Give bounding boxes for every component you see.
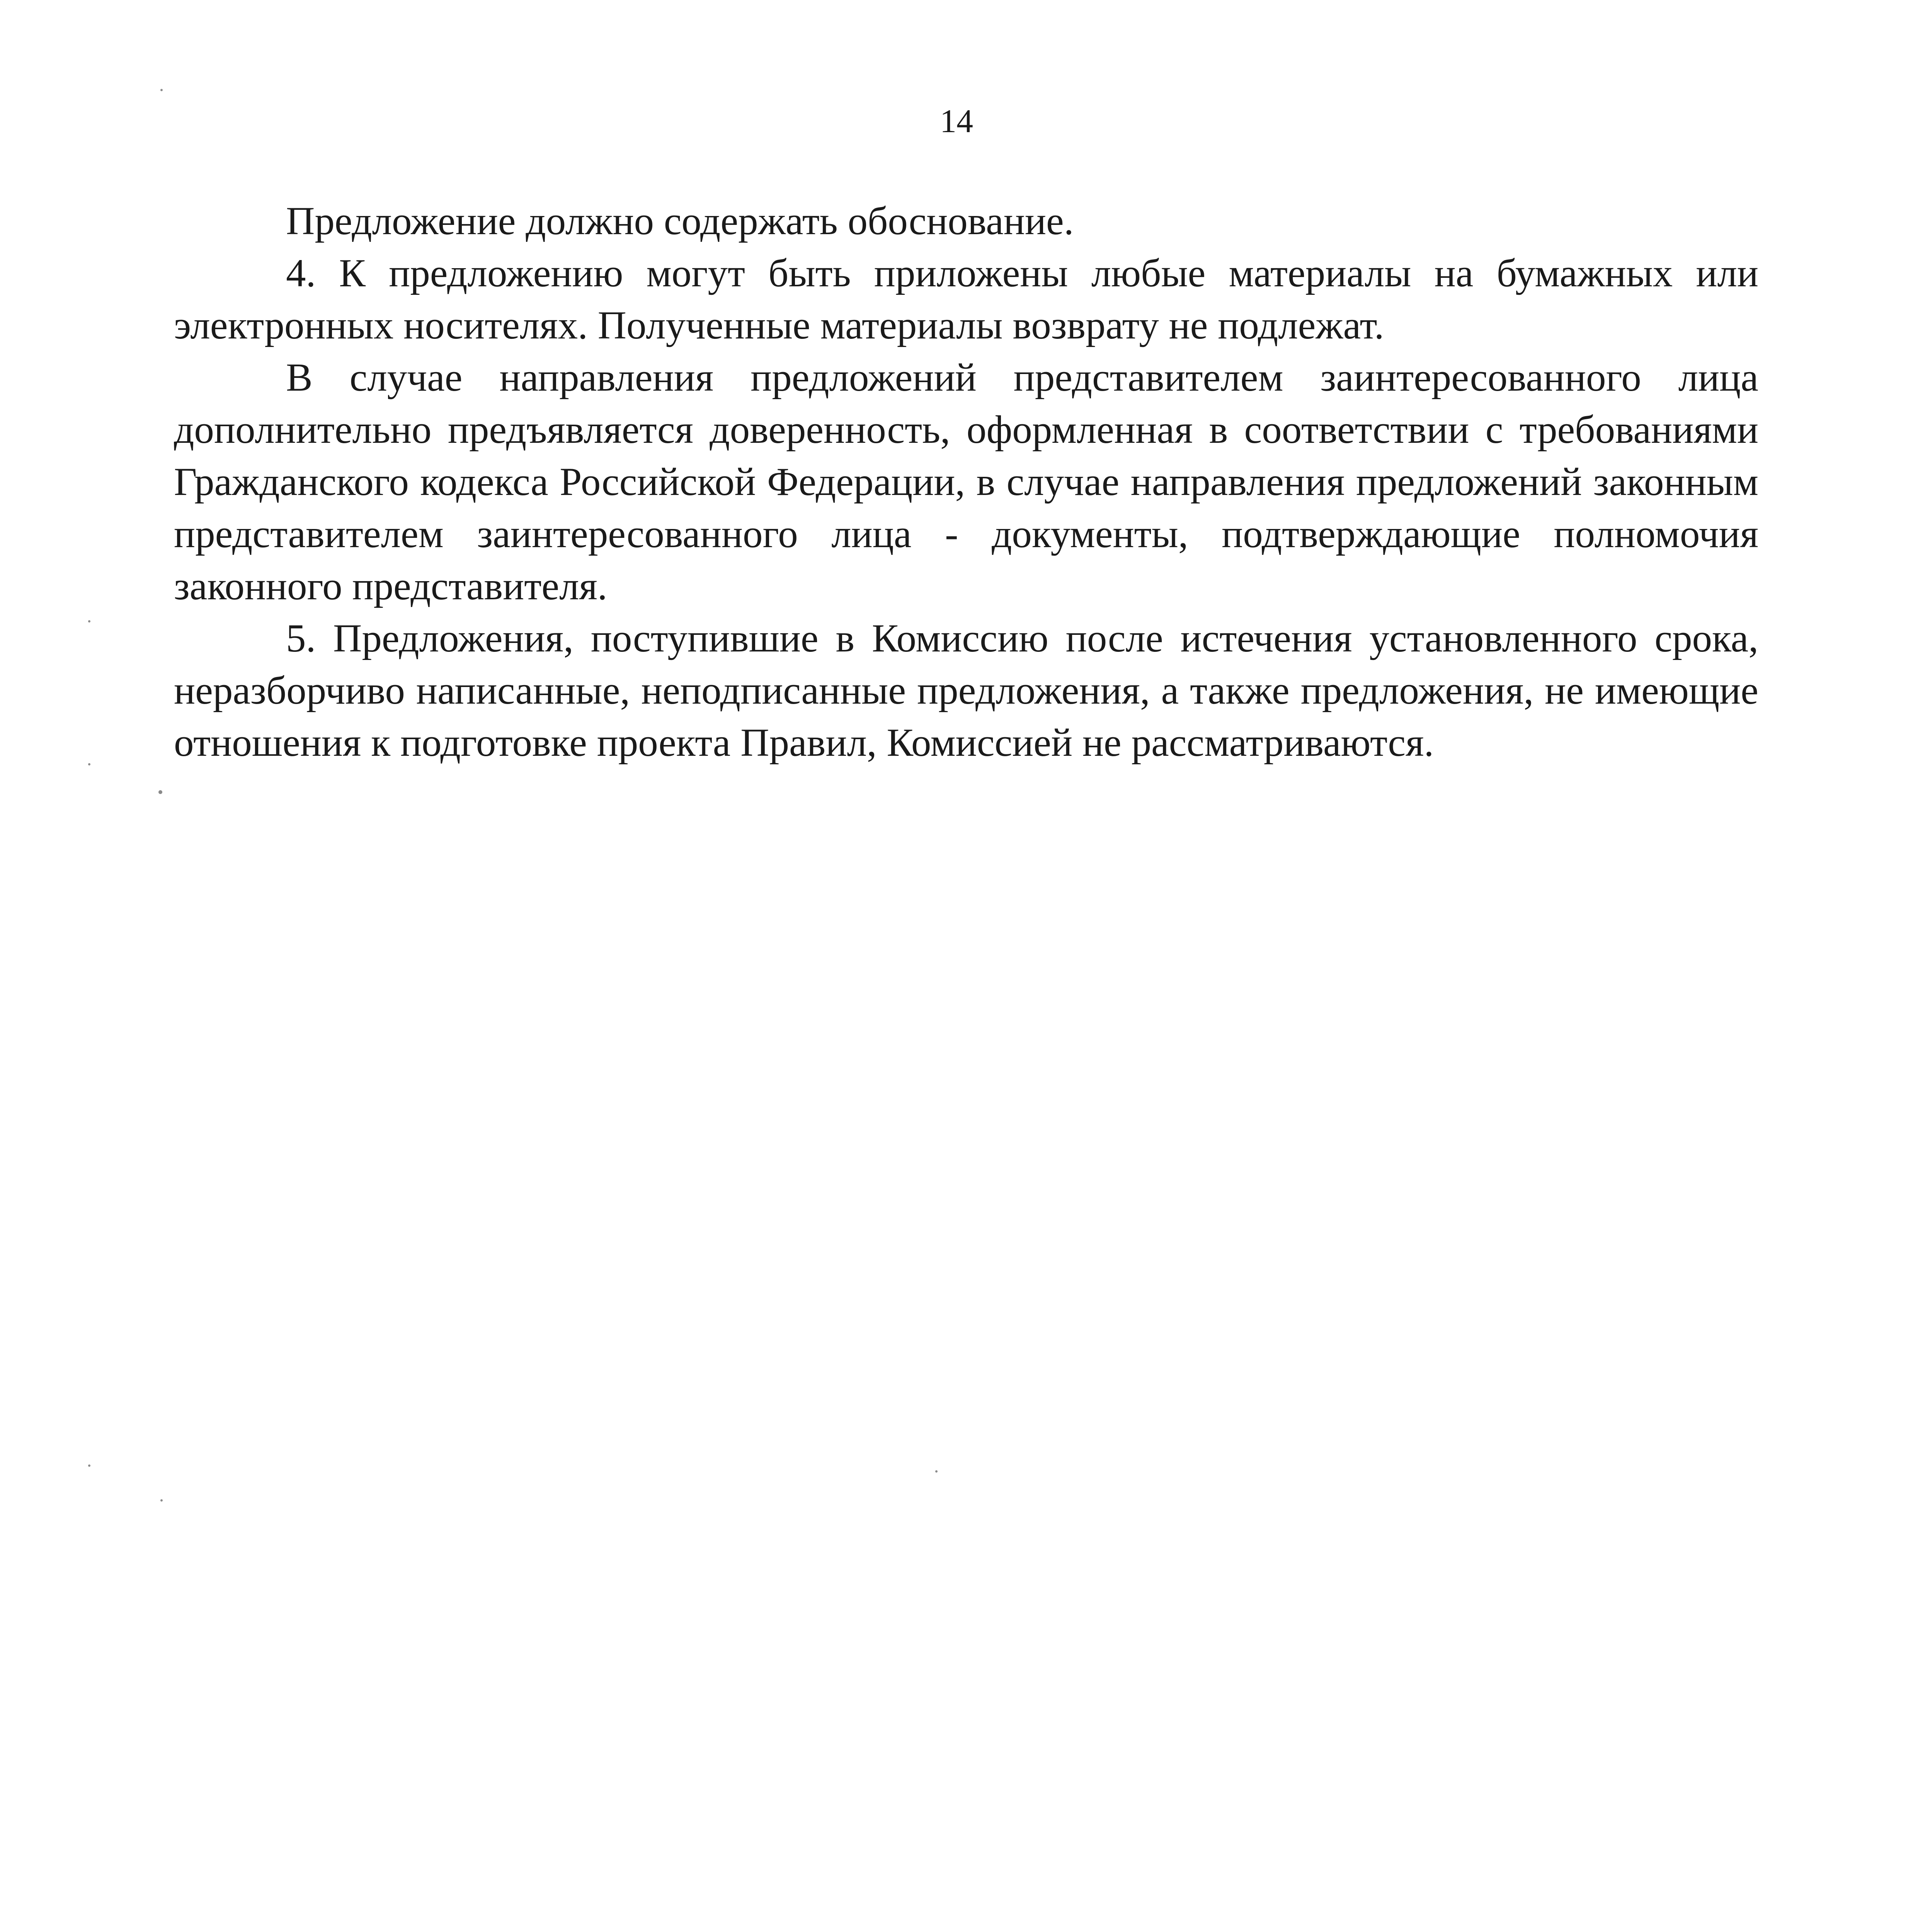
scan-speck bbox=[158, 790, 162, 794]
scan-speck bbox=[88, 620, 90, 622]
scan-speck bbox=[935, 1470, 938, 1473]
page-number: 14 bbox=[940, 102, 973, 139]
paragraph-item-5: 5. Предложения, поступившие в Комиссию после истечения установленного срока, неразборчиво написанные, неподписанные предложения, а также предложения, не имеющие отношения к подготовке проекта Правил, Комиссией не рассматриваются. bbox=[174, 616, 1758, 765]
scan-speck bbox=[88, 1464, 90, 1467]
scan-speck bbox=[88, 763, 90, 765]
paragraph-representative: В случае направления предложений представителем заинтересованного лица дополнительно предъявляется доверенность, оформленная в соответствии с требованиями Гражданского кодекса Российской Федерации, в случае направления предложений законным представителем заинтересованного лица - документы, подтверждающие полномочия законного представителя. bbox=[174, 355, 1758, 608]
body-text bbox=[174, 195, 1758, 769]
scan-speck bbox=[160, 1499, 163, 1502]
paragraph-justification: Предложение должно содержать обоснование. bbox=[286, 199, 1074, 243]
scan-speck bbox=[160, 89, 163, 91]
paragraph-item-4: 4. К предложению могут быть приложены любые материалы на бумажных или электронных носителях. Полученные материалы возврату не подлежат. bbox=[174, 251, 1758, 347]
